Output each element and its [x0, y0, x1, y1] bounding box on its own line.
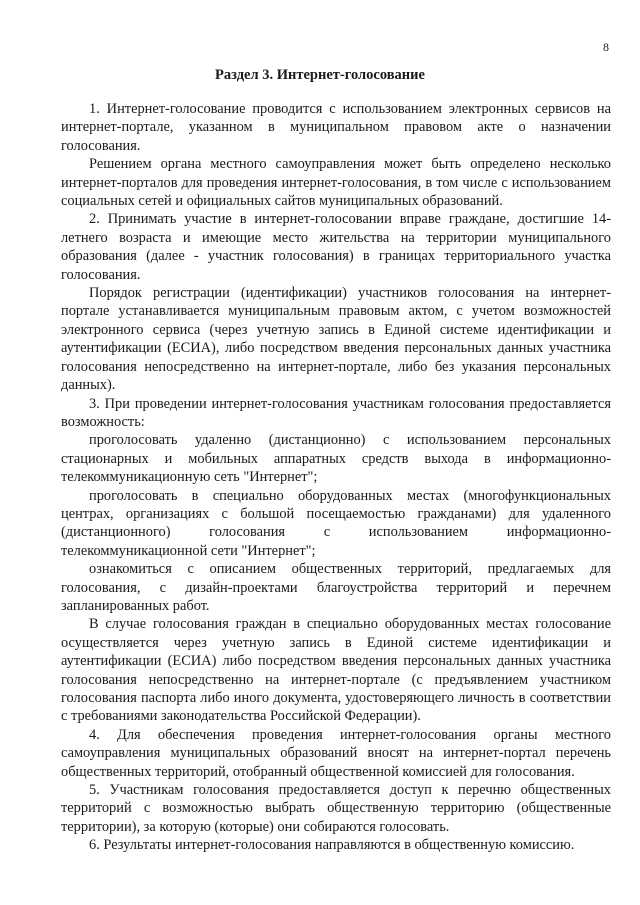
paragraph: 4. Для обеспечения проведения интернет-голосования органы местного самоуправления муниципальных образований вносят на интернет-портал перечень общественных территорий, отобранный общественной комиссией для голосования. — [61, 726, 611, 780]
paragraph: проголосовать удаленно (дистанционно) с использованием персональных стационарных и мобильных аппаратных средств выхода в информационно-телекоммуникационную сеть "Интернет"; — [61, 432, 611, 486]
paragraph: 5. Участникам голосования предоставляется доступ к перечню общественных территорий с возможностью выбрать общественную территорию (общественные территории), за которую (которые) они собираются голосовать. — [61, 782, 611, 835]
paragraph: 1. Интернет-голосование проводится с использованием электронных сервисов на интернет-портале, указанном в муниципальном правовом акте о назначении голосования. — [61, 101, 611, 154]
document-body — [61, 100, 611, 855]
section-title: Раздел 3. Интернет-голосование — [215, 67, 425, 83]
paragraph: 2. Принимать участие в интернет-голосовании вправе граждане, достигшие 14-летнего возраста и имеющие место жительства на территории муниципального образования (далее - участник голосования) в границах территориального участка голосования. — [61, 211, 611, 283]
paragraph: 6. Результаты интернет-голосования направляются в общественную комиссию. — [89, 837, 575, 854]
paragraph: Решением органа местного самоуправления может быть определено несколько интернет-порталов для проведения интернет-голосования, в том числе с использованием социальных сетей и официальных сайтов муниципальных образований. — [61, 156, 611, 210]
paragraph: ознакомиться с описанием общественных территорий, предлагаемых для голосования, с дизайн-проектами благоустройства территорий и перечнем запланированных работ. — [61, 561, 611, 614]
paragraph: В случае голосования граждан в специально оборудованных местах голосование осуществляется через учетную запись в Единой системе идентификации и аутентификации (ЕСИА) либо посредством введения персональных данных участника голосования непосредственно на интернет-портале (с предъявлением участником голосования паспорта либо иного документа, удостоверяющего личность в соответствии с требованиями законодательства Российской Федерации). — [61, 616, 611, 725]
paragraph: проголосовать в специально оборудованных местах (многофункциональных центрах, организациях с большой посещаемостью гражданами) для удаленного (дистанционного) голосования с использованием информационно-телекоммуникационной сети "Интернет"; — [61, 487, 611, 559]
paragraph: Порядок регистрации (идентификации) участников голосования на интернет-портале устанавливается муниципальным правовым актом, с учетом возможностей электронного сервиса (через учетную запись в Единой системе идентификации и аутентификации (ЕСИА), либо посредством введения персональных данных участника голосования непосредственно на интернет-портале, либо без указания персональных данных). — [61, 285, 611, 394]
page-number: 8 — [603, 40, 609, 54]
paragraph: 3. При проведении интернет-голосования участникам голосования предоставляется возможность: — [61, 395, 611, 430]
